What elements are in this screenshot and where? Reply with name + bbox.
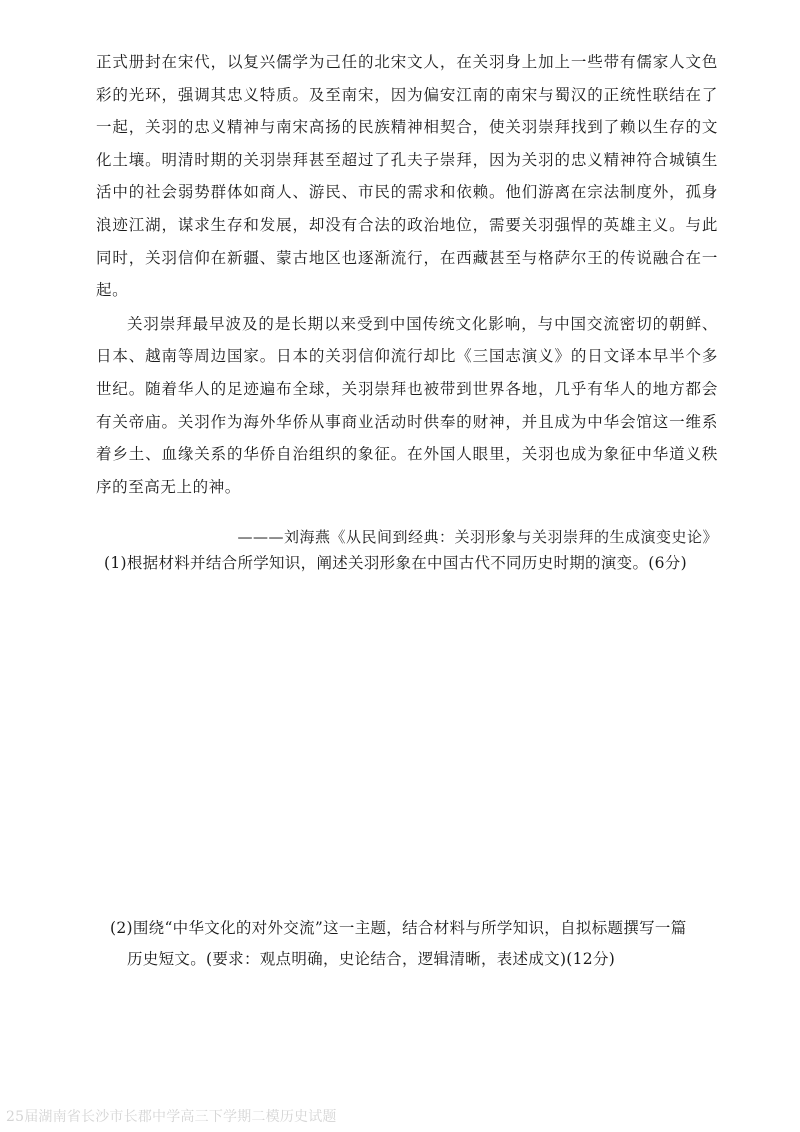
footer-watermark: 25届湖南省长沙市长郡中学高三下学期二模历史试题 [6,1109,337,1125]
material-paragraph-1: 正式册封在宋代，以复兴儒学为己任的北宋文人，在关羽身上加上一些带有儒家人文色彩的光环，强调其忠义特质。及至南宋，因为偏安江南的南宋与蜀汉的正统性联结在了一起，关羽的忠义精神与南宋高扬的民族精神相契合，使关羽崇拜找到了赖以生存的文化土壤。明清时期的关羽崇拜甚至超过了孔夫子崇拜，因为关羽的忠义精神符合城镇生活中的社会弱势群体如商人、游民、市民的需求和依赖。他们游离在宗法制度外，孤身浪迹江湖，谋求生存和发展，却没有合法的政治地位，需要关羽强悍的英雄主义。与此同时，关羽信仰在新疆、蒙古地区也逐渐流行，在西藏甚至与格萨尔王的传说融合在一起。 [96,53,718,300]
material-passage [96,46,718,503]
material-paragraph-2: 关羽崇拜最早波及的是长期以来受到中国传统文化影响，与中国交流密切的朝鲜、日本、越南等周边国家。日本的关羽信仰流行却比《三国志演义》的日文译本早半个多世纪。随着华人的足迹遍布全球，关羽崇拜也被带到世界各地，几乎有华人的地方都会有关帝庙。关羽作为海外华侨从事商业活动时供奉的财神，并且成为中华会馆这一维系着乡土、血缘关系的华侨自治组织的象征。在外国人眼里，关羽也成为象征中华道义秩序的至高无上的神。 [96,314,718,496]
question-2 [110,913,730,975]
question-2-line-1: (2)围绕“中华文化的对外交流”这一主题，结合材料与所学知识，自拟标题撰写一篇 [110,919,687,937]
material-source-citation: ———刘海燕《从民间到经典：关羽形象与关羽崇拜的生成演变史论》 [237,528,718,546]
question-1: (1)根据材料并结合所学知识，阐述关羽形象在中国古代不同历史时期的演变。(6分) [104,554,687,572]
question-2-line-2: 历史短文。(要求：观点明确，史论结合，逻辑清晰，表述成文)(12分) [127,950,616,968]
